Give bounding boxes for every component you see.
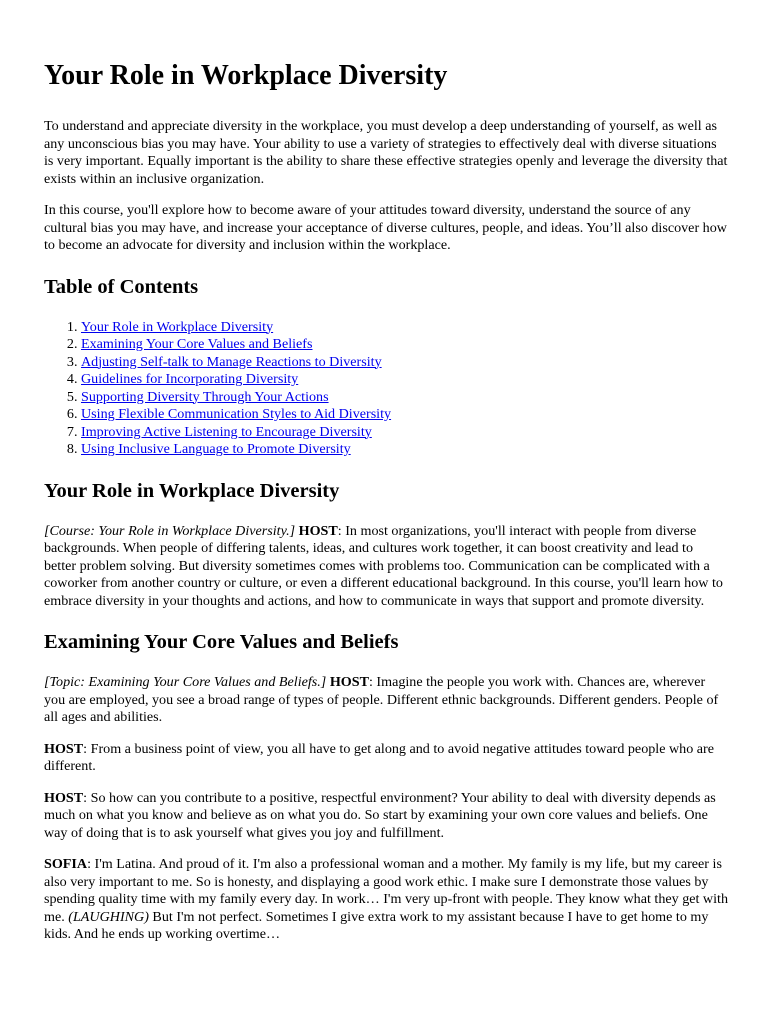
toc-link-communication-styles[interactable]: Using Flexible Communication Styles to Aid Diversity [81, 406, 392, 422]
speaker-label: HOST [298, 522, 338, 539]
toc-item [81, 406, 728, 424]
toc-item [81, 441, 728, 459]
toc-item [81, 319, 728, 337]
paragraph-text: : So how can you contribute to a positive, respectful environment? Your ability to deal with diversity depends as much on what you know and believe as on what you do. So start by examining your own core values and beliefs. One way of doing that is to ask yourself what gives you joy and fulfillment. [44, 789, 716, 841]
course-note: [Course: Your Role in Workplace Diversity.] [44, 522, 296, 539]
toc-link-role[interactable]: Your Role in Workplace Diversity [81, 318, 274, 335]
toc-link-inclusive-language[interactable]: Using Inclusive Language to Promote Diversity [81, 441, 351, 457]
intro-paragraph-1: To understand and appreciate diversity in the workplace, you must develop a deep understanding of yourself, as well as any unconscious bias you may have. Your ability to use a variety of strategies to effectively deal with diverse situations is very important. Equally important is the ability to share these effective strategies openly and leverage the diversity that exists within an inclusive organization. [44, 118, 728, 187]
section-heading-core-values: Examining Your Core Values and Beliefs [44, 631, 399, 653]
speaker-label: HOST [44, 740, 84, 757]
core-values-paragraph-3 [44, 790, 728, 843]
toc-item [81, 389, 728, 407]
speaker-label: HOST [329, 674, 369, 690]
toc-link-core-values[interactable]: Examining Your Core Values and Beliefs [81, 336, 313, 352]
section-role-paragraph [44, 523, 728, 611]
paragraph-text: : From a business point of view, you all have to get along and to avoid negative attitudes toward people who are different. [44, 740, 714, 774]
speaker-label: SOFIA [44, 856, 88, 872]
paragraph-text: : In most organizations, you'll interact with people from diverse backgrounds. When people of differing talents, ideas, and cultures work together, it can boost creativity and lead to better problem solving. But diversity sometimes comes with problems too. Communication can be complicated with a coworker from another country or culture, or even a different educational background. In this course, you'll learn how to embrace diversity in your thoughts and actions, and how to communicate in ways that support and promote diversity. [44, 522, 723, 609]
table-of-contents [44, 319, 728, 459]
toc-heading: Table of Contents [44, 275, 199, 298]
paragraph-text: But I'm not perfect. Sometimes I give extra work to my assistant because I have to get home to my kids. And he ends up working overtime… [44, 908, 709, 942]
toc-item [81, 424, 728, 442]
toc-item [81, 354, 728, 372]
page-title: Your Role in Workplace Diversity [44, 60, 448, 91]
toc-link-self-talk[interactable]: Adjusting Self-talk to Manage Reactions to Diversity [81, 353, 382, 370]
core-values-paragraph-4 [44, 856, 728, 944]
paragraph-text: : Imagine the people you work with. Chances are, wherever you are employed, you see a broad range of types of people. Different ethnic backgrounds. Different genders. People of all ages and abilities. [44, 674, 719, 725]
stage-direction: (LAUGHING) [68, 908, 149, 925]
speaker-label: HOST [44, 789, 84, 806]
intro-paragraph-2: In this course, you'll explore how to become aware of your attitudes toward diversity, understand the source of any cultural bias you may have, and increase your acceptance of diverse cultures, people, and ideas. You’ll also discover how to become an advocate for diversity and inclusion within the workplace. [44, 202, 727, 253]
toc-item [81, 371, 728, 389]
section-heading-role: Your Role in Workplace Diversity [44, 479, 340, 502]
paragraph-text: : I'm Latina. And proud of it. I'm also a professional woman and a mother. My family is my life, but my career is also very important to me. So is honesty, and displaying a good work ethic. I make sure I demonstrate those values by spending quality time with my family every day. In work… I'm very up-front with people. They know what they get with me. [44, 856, 728, 925]
toc-link-guidelines[interactable]: Guidelines for Incorporating Diversity [81, 371, 299, 387]
toc-link-supporting[interactable]: Supporting Diversity Through Your Actions [81, 388, 329, 405]
core-values-paragraph-2 [44, 741, 728, 776]
toc-item [81, 336, 728, 354]
core-values-paragraph-1 [44, 674, 728, 727]
topic-note: [Topic: Examining Your Core Values and Beliefs.] [44, 674, 327, 690]
toc-link-active-listening[interactable]: Improving Active Listening to Encourage Diversity [81, 423, 372, 440]
